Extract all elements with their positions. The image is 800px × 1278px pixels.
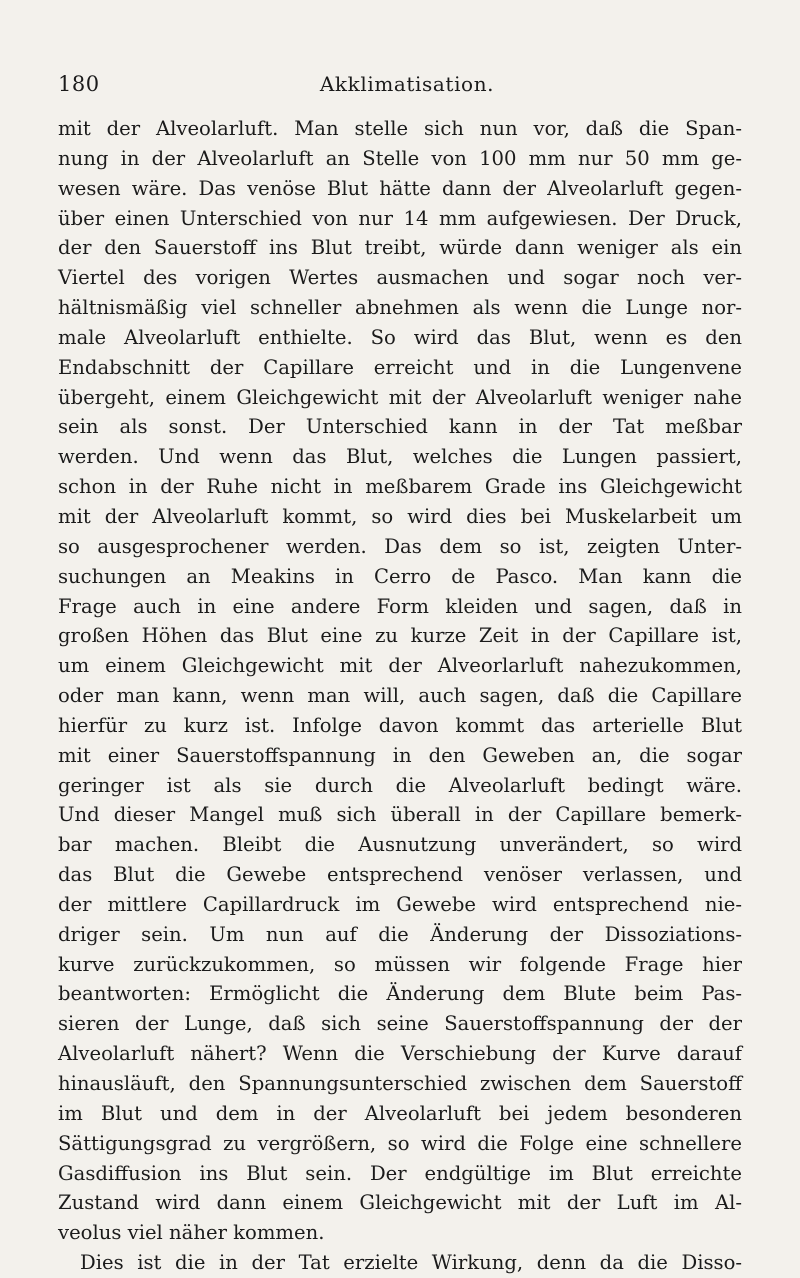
body-text xyxy=(58,114,742,1278)
text-line: Sättigungsgrad zu vergrößern, so wird die Folge eine schnellere xyxy=(58,1131,742,1155)
text-line: großen Höhen das Blut eine zu kurze Zeit in der Capillare ist, xyxy=(58,624,742,648)
text-line: schon in der Ruhe nicht in meßbarem Grade ins Gleichgewicht xyxy=(58,475,742,499)
text-line: sieren der Lunge, daß sich seine Sauerstoffspannung der der xyxy=(58,1012,742,1036)
paragraph-end-line: veolus viel näher kommen. xyxy=(58,1221,325,1245)
text-line: hinausläuft, den Spannungsunterschied zwischen dem Sauerstoff xyxy=(58,1072,742,1095)
text-line: hierfür zu kurz ist. Infolge davon kommt das arterielle Blut xyxy=(58,713,742,737)
text-line: Endabschnitt der Capillare erreicht und in die Lungenvene xyxy=(58,355,742,379)
text-line: oder man kann, wenn man will, auch sagen, daß die Capillare xyxy=(58,684,742,708)
text-line: so ausgesprochener werden. Das dem so ist, zeigten Unter- xyxy=(58,534,742,558)
text-line: sein als sonst. Der Unterschied kann in der Tat meßbar xyxy=(58,415,742,439)
text-line: geringer ist als sie durch die Alveolarluft bedingt wäre. xyxy=(58,773,742,797)
paragraph-start-line: Dies ist die in der Tat erzielte Wirkung, denn da die Disso- xyxy=(80,1251,742,1275)
text-line: Zustand wird dann einem Gleichgewicht mit der Luft im Al- xyxy=(58,1191,742,1215)
text-line: male Alveolarluft enthielte. So wird das Blut, wenn es den xyxy=(58,325,742,349)
text-line: Gasdiffusion ins Blut sein. Der endgültige im Blut erreichte xyxy=(58,1161,742,1185)
text-line: beantworten: Ermöglicht die Änderung dem Blute beim Pas- xyxy=(58,982,742,1006)
text-line: werden. Und wenn das Blut, welches die Lungen passiert, xyxy=(58,445,742,469)
text-line: das Blut die Gewebe entsprechend venöser verlassen, und xyxy=(58,863,742,887)
text-line: nung in der Alveolarluft an Stelle von 100 mm nur 50 mm ge- xyxy=(58,146,742,170)
text-line: der mittlere Capillardruck im Gewebe wird entsprechend nie- xyxy=(58,892,742,916)
text-line: suchungen an Meakins in Cerro de Pasco. Man kann die xyxy=(58,564,742,588)
text-line: mit der Alveolarluft kommt, so wird dies bei Muskelarbeit um xyxy=(58,504,742,528)
text-line: hältnismäßig viel schneller abnehmen als wenn die Lunge nor- xyxy=(58,296,742,320)
text-line: Und dieser Mangel muß sich überall in der Capillare bemerk- xyxy=(58,803,742,827)
page-number: 180 xyxy=(58,72,100,96)
text-line: um einem Gleichgewicht mit der Alveorlarluft nahezukommen, xyxy=(58,654,742,678)
text-line: bar machen. Bleibt die Ausnutzung unverändert, so wird xyxy=(58,833,742,857)
page-header xyxy=(58,72,738,102)
text-line: Alveolarluft nähert? Wenn die Verschiebung der Kurve darauf xyxy=(58,1042,742,1066)
text-line: Frage auch in eine andere Form kleiden und sagen, daß in xyxy=(58,594,742,618)
text-line: driger sein. Um nun auf die Änderung der Dissoziations- xyxy=(58,922,742,946)
running-title: Akklimatisation. xyxy=(319,72,495,96)
text-line: übergeht, einem Gleichgewicht mit der Alveolarluft weniger nahe xyxy=(58,385,742,409)
text-line: im Blut und dem in der Alveolarluft bei jedem besonderen xyxy=(58,1101,742,1125)
text-line: wesen wäre. Das venöse Blut hätte dann der Alveolarluft gegen- xyxy=(58,176,742,200)
text-line: Viertel des vorigen Wertes ausmachen und sogar noch ver- xyxy=(58,266,742,290)
text-line: der den Sauerstoff ins Blut treibt, würde dann weniger als ein xyxy=(58,236,742,260)
text-line: mit der Alveolarluft. Man stelle sich nun vor, daß die Span- xyxy=(58,117,742,140)
text-line: über einen Unterschied von nur 14 mm aufgewiesen. Der Druck, xyxy=(58,206,742,230)
text-line: kurve zurückzukommen, so müssen wir folgende Frage hier xyxy=(58,952,742,976)
text-line: mit einer Sauerstoffspannung in den Geweben an, die sogar xyxy=(58,743,742,767)
